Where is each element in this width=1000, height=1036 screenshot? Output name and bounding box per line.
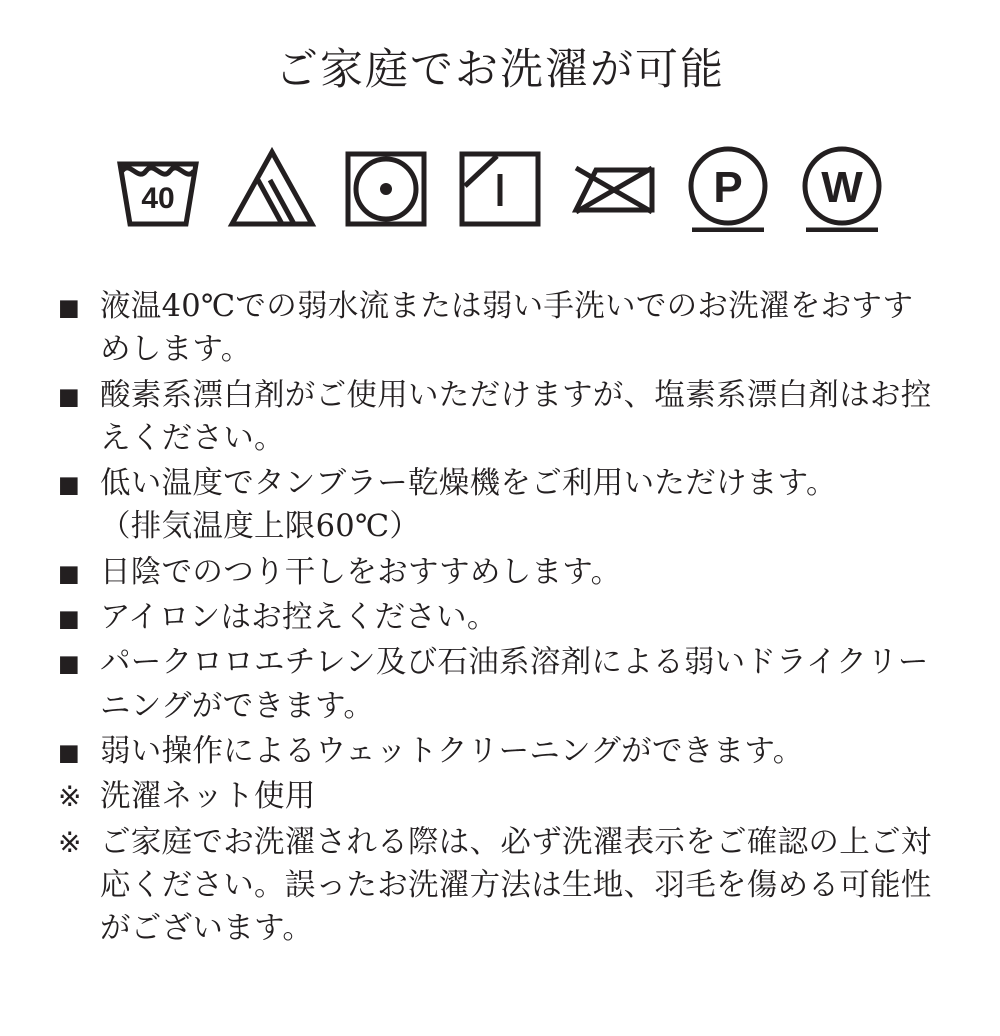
note-text: ご家庭でお洗濯される際は、必ず洗濯表示をご確認の上ご対応ください。誤ったお洗濯方法は生地、羽毛を傷める可能性がございます。 xyxy=(100,824,932,947)
list-item xyxy=(58,821,944,951)
list-item xyxy=(58,462,944,549)
do-not-iron-icon xyxy=(568,140,660,232)
note-text: 液温40℃での弱水流または弱い手洗いでのお洗濯をおすすめします。 xyxy=(100,289,914,368)
note-text: 弱い操作によるウェットクリーニングができます。 xyxy=(100,733,804,769)
note-text xyxy=(100,462,944,549)
note-text: 酸素系漂白剤がご使用いただけますが、塩素系漂白剤はお控えください。 xyxy=(100,377,932,456)
list-item xyxy=(58,596,944,639)
bullet-marker: ■ xyxy=(58,560,81,587)
note-text: 日陰でのつり干しをおすすめします。 xyxy=(100,554,622,590)
svg-text:P: P xyxy=(713,163,743,212)
bullet-marker: ■ xyxy=(58,383,81,410)
dry-clean-p-mild-icon xyxy=(682,140,774,232)
care-symbol-row xyxy=(0,131,1000,241)
kome-marker: ※ xyxy=(58,780,82,814)
bullet-marker: ■ xyxy=(58,472,81,499)
bullet-marker: ■ xyxy=(58,651,81,678)
list-item xyxy=(58,285,944,372)
svg-text:W: W xyxy=(821,163,863,212)
list-item xyxy=(58,775,944,818)
bullet-marker: ■ xyxy=(58,739,81,766)
page-title: ご家庭でお洗濯が可能 xyxy=(275,45,725,95)
oxygen-bleach-triangle-icon xyxy=(226,140,318,232)
list-item xyxy=(58,551,944,594)
line-dry-in-shade-icon xyxy=(454,140,546,232)
note-text: 洗濯ネット使用 xyxy=(100,779,316,815)
wash-40-icon xyxy=(112,140,204,232)
note-text-sub: （排気温度上限60℃） xyxy=(100,509,421,545)
bullet-marker: ■ xyxy=(58,295,81,321)
note-text: アイロンはお控えください。 xyxy=(100,600,498,636)
kome-marker: ※ xyxy=(58,825,82,859)
bullet-marker: ■ xyxy=(58,606,81,633)
svg-text:40: 40 xyxy=(141,182,175,215)
list-item xyxy=(58,730,944,773)
care-notes-list xyxy=(0,285,1000,950)
list-item xyxy=(58,641,944,728)
note-text: パークロロエチレン及び石油系溶剤による弱いドライクリーニングができます。 xyxy=(100,645,929,724)
tumble-dry-low-icon xyxy=(340,140,432,232)
note-text-main: 低い温度でタンブラー乾燥機をご利用いただけます。 xyxy=(100,466,837,502)
care-label-page xyxy=(0,36,1000,1036)
wet-clean-w-mild-icon xyxy=(796,140,888,232)
list-item xyxy=(58,374,944,461)
